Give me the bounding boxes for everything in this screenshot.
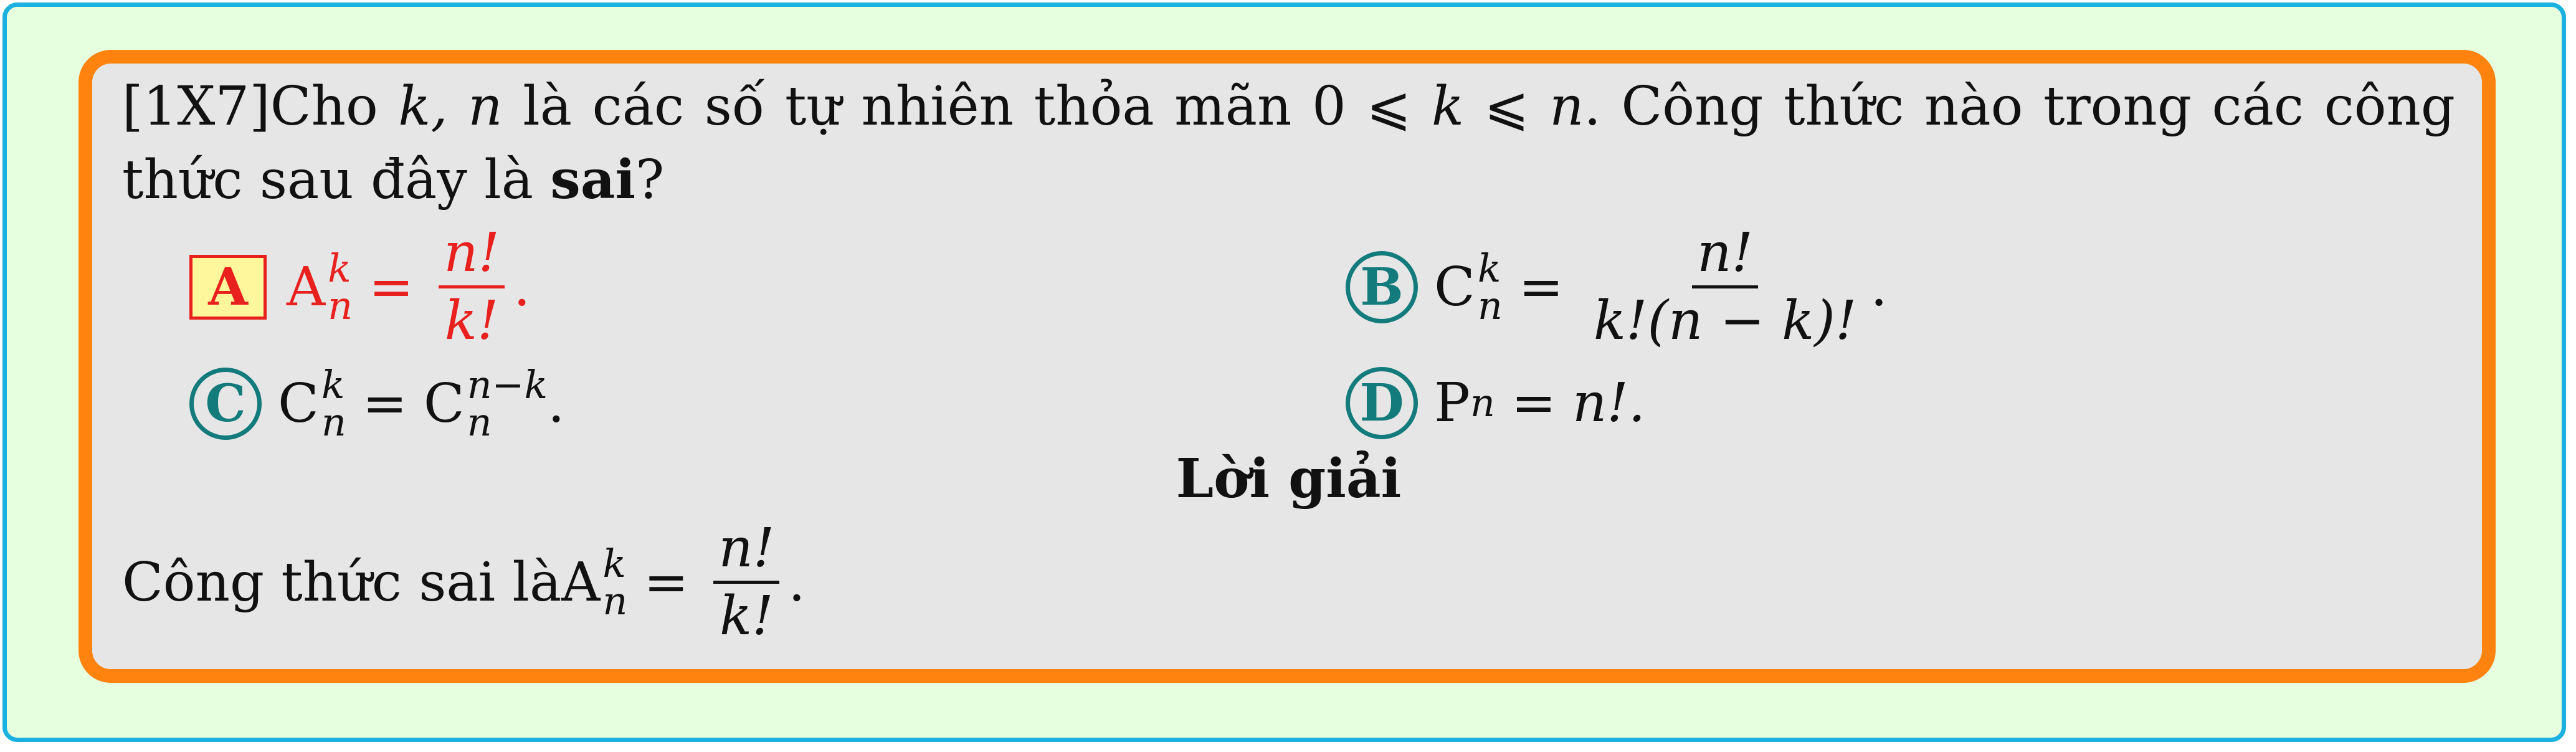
option-b[interactable]: [1346, 221, 1888, 353]
question-tag: [1X7]: [122, 75, 270, 138]
solution-text: Công thức sai là A k n = $\frac{n!}{k!}$ .: [122, 517, 806, 647]
problem-content: [122, 70, 2455, 649]
emphasis-sai: sai: [550, 148, 636, 211]
question-line-1: [1X7]Cho k, n là các số tự nhiên thỏa mãn 0 ⩽ k ⩽ n. Công thức nào trong các công: [122, 75, 2455, 138]
solution-formula: A k n = $\frac{n!}{k!}$ .: [561, 517, 806, 647]
option-b-badge[interactable]: B: [1346, 251, 1418, 323]
option-c-badge[interactable]: C: [189, 368, 262, 440]
question-line-2: thức sau đây là sai?: [122, 148, 665, 211]
answer-options: [122, 224, 2455, 486]
option-a-badge[interactable]: A: [189, 255, 267, 320]
option-d[interactable]: [1346, 366, 1645, 440]
option-c-formula: C k n = C n−k n .: [278, 362, 565, 445]
solution-heading: Lời giải: [1176, 447, 1402, 510]
option-d-formula: P n = n!.: [1434, 372, 1646, 434]
option-a-formula: A k n = $\frac{n!}{k!}$ .: [287, 222, 531, 352]
option-d-badge[interactable]: D: [1346, 367, 1418, 439]
option-c[interactable]: [189, 362, 565, 445]
option-a[interactable]: [189, 221, 530, 353]
option-b-formula: C k n = $\frac{n!}{k!(n - k)!}$ .: [1434, 222, 1888, 352]
